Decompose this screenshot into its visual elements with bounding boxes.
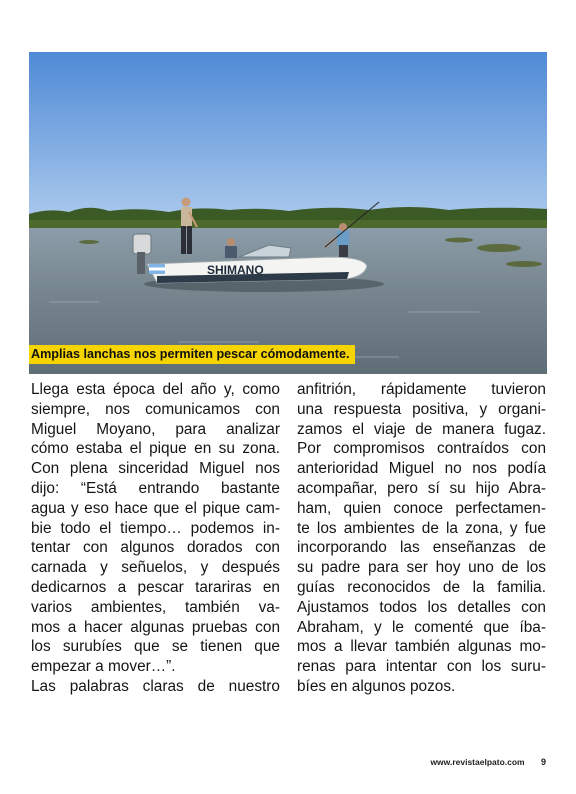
text-line: te los ambientes de la zona, y fue [297, 519, 546, 537]
text-line: agua y eso hace que el pique cam- [31, 499, 280, 517]
website-link[interactable]: www.revistaelpato.com [430, 757, 525, 767]
text-line: incorporando las enseñanzas de [297, 539, 546, 557]
text-line: ham, quien conoce perfectamen- [297, 499, 546, 517]
text-line: acompañar, pero sí su hijo Abra- [297, 479, 546, 497]
text-line: dijo: “Está entrando bastante [31, 479, 280, 497]
text-line: los surubíes que se tienen que [31, 638, 280, 656]
text-line: bie todo el tiempo… podemos in- [31, 519, 280, 537]
text-line: dedicarnos a pescar tarariras en [31, 578, 280, 596]
text-line: bíes en algunos pozos. [297, 677, 456, 695]
text-line: siempre, nos comunicamos con [31, 400, 280, 418]
text-line: varios ambientes, también va- [31, 598, 280, 616]
text-line: Miguel Moyano, para analizar [31, 420, 280, 438]
text-line: Abraham, y le comenté que íba- [297, 618, 546, 636]
text-line: anfitrión, rápidamente tuvieron [297, 381, 546, 398]
text-line: una respuesta positiva, y organi- [297, 400, 546, 418]
boat-photo-illustration [29, 52, 547, 374]
text-line: renas para intentar con los suru- [297, 658, 546, 676]
text-line: carnada y señuelos, y después [31, 559, 280, 577]
text-line: zamos el viaje de manera fugaz. [297, 420, 546, 438]
text-line: tentar con algunos dorados con [31, 539, 280, 557]
text-line: Las palabras claras de nuestro [31, 677, 280, 695]
text-line: anterioridad Miguel no nos podía [297, 460, 546, 478]
text-line: mos a hacer algunas pruebas con [31, 618, 280, 636]
boat-brand-text: SHIMANO [207, 263, 264, 277]
article-column-right [297, 380, 546, 697]
text-line: empezar a mover…”. [31, 658, 176, 676]
article-column-left [31, 380, 280, 697]
text-line: Ajustamos todos los detalles con [297, 598, 546, 616]
photo-caption: Amplias lanchas nos permiten pescar cómodamente. [29, 345, 355, 364]
text-line: su padre para ser hoy uno de los [297, 559, 546, 577]
text-line: guías reconocidos de la familia. [297, 578, 546, 596]
text-line: mos a llevar también algunas mo- [297, 638, 546, 656]
text-line: Llega esta época del año y, como [31, 381, 280, 398]
page-footer [430, 757, 546, 767]
text-line: Con plena sinceridad Miguel nos [31, 460, 280, 478]
text-line: Por compromisos contraídos con [297, 440, 546, 458]
text-line: cómo estaba el pique en su zona. [31, 440, 280, 458]
boat-photo [29, 52, 547, 374]
page-number: 9 [540, 757, 546, 767]
